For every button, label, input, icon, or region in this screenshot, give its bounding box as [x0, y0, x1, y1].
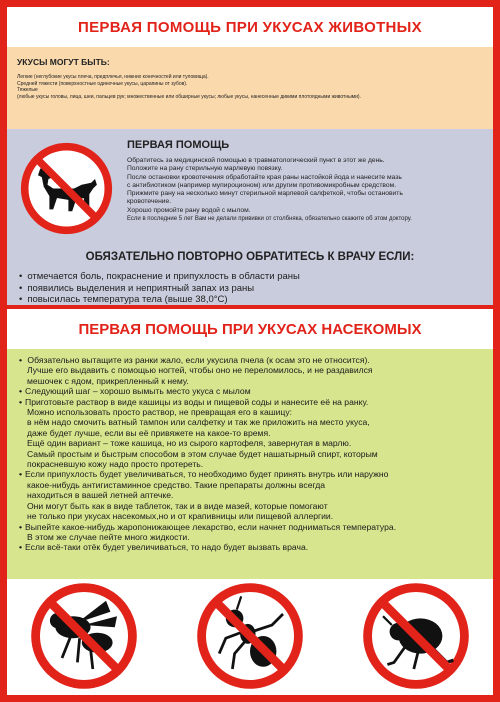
- condition-item: • появились выделения и неприятный запах из раны: [19, 283, 300, 295]
- insect-step-line: • Обязательно вытащите из ранки жало, если укусила пчела (к осам это не относится).: [19, 355, 485, 365]
- insect-step-line: • Если всё-таки отёк будет увеличиваться, то надо будет вызвать врача.: [19, 542, 485, 552]
- poster-content: [7, 7, 493, 695]
- first-aid-step: с антибиотиком (например мупироционом) или другим противомикробным средством.: [127, 181, 397, 189]
- bite-types-heading: УКУСЫ МОГУТ БЫТЬ:: [17, 57, 110, 67]
- first-aid-step: Хорошо промойте рану водой с мылом.: [127, 206, 251, 214]
- insect-step-line: • Следующий шаг – хорошо вымыть место укуса с мылом: [19, 386, 485, 396]
- bite-type-line: Тяжелые: [17, 87, 38, 94]
- first-aid-section: [7, 129, 493, 305]
- insect-step-line: • Приготовьте раствор в виде кашицы из воды и пищевой соды и нанесите её на ранку.: [19, 397, 485, 407]
- insect-step-line: Они могут быть как в виде таблеток, так и в виде мазей, которые помогают: [27, 500, 328, 511]
- ant-prohibited-icon: [195, 581, 305, 691]
- insect-step-line: В этом же случае пейте много жидкости.: [27, 531, 190, 542]
- wasp-prohibited-icon: [29, 581, 139, 691]
- first-aid-step: Прижмите рану на несколько минут стерильной марлевой салфеткой, чтобы остановить: [127, 190, 403, 198]
- insect-step-line: Лучше его выдавить с помощью ногтей, чтобы оно не переломилось, и не раздавился: [27, 365, 373, 376]
- insect-bites-title: ПЕРВАЯ ПОМОЩЬ ПРИ УКУСАХ НАСЕКОМЫХ: [78, 320, 422, 338]
- bite-type-line: (любые укусы головы, лица, шеи, пальцев рук; множественные или обширные укусы; любые укусы, нанесенные дикими плотоядными животными).: [17, 93, 361, 100]
- insect-step-line: не только при укусах насекомых,но и от крапивницы или пищевой аллергии.: [27, 511, 334, 522]
- condition-item: • отмечается боль, покраснение и припухлость в области раны: [19, 271, 300, 283]
- see-doctor-heading: ОБЯЗАТЕЛЬНО ПОВТОРНО ОБРАТИТЕСЬ К ВРАЧУ ЕСЛИ:: [85, 251, 415, 263]
- insect-step-line: Ещё один вариант – тоже кашица, но из сырого картофеля, завернутая в марлю.: [27, 438, 352, 449]
- insect-step-line: даже будет лучше, если вы её привяжете на какое-то время.: [27, 427, 271, 438]
- first-aid-heading: ПЕРВАЯ ПОМОЩЬ: [127, 139, 230, 151]
- condition-item: • повысилась температура тела (выше 38,0°С): [19, 294, 300, 306]
- first-aid-step: После остановки кровотечения обработайте края раны настойкой йода и нанесите мазь: [127, 173, 402, 181]
- bite-type-line: Средней тяжести (поверхностные одиночные укусы, царапины от зубов).: [17, 80, 188, 87]
- insect-step-line: мешочек с ядом, прикрепленный к нему.: [27, 375, 189, 386]
- first-aid-step: Обратитесь за медицинской помощью в травматологический пункт в этот же день.: [127, 157, 385, 164]
- insect-step-line: • Выпейте какое-нибудь жаропонижающее лекарство, если начнет подниматься температура.: [19, 522, 485, 532]
- bite-type-line: Легкие (неглубокие укусы плеча, предплечья, нижних конечностей или туловища).: [17, 74, 209, 80]
- insect-step-line: Самый простым и быстрым способом в этом случае будет нашатырный спирт, которым: [27, 448, 378, 459]
- dog-prohibited-icon: [19, 141, 114, 236]
- see-doctor-conditions: [19, 271, 300, 306]
- insect-icons-row: [7, 579, 493, 695]
- bite-types-section: [7, 47, 493, 129]
- insect-first-aid-section: [7, 349, 493, 579]
- insect-step-line: покрасневшую кожу надо просто протереть.: [27, 459, 204, 470]
- flea-prohibited-icon: [361, 581, 471, 691]
- insect-step-line: • Если припухлость будет увеличиваться, то необходимо будет принять внутрь или наружно: [19, 469, 485, 479]
- insect-step-line: находиться в вашей летней аптечке.: [27, 490, 174, 501]
- insect-step-line: в нём надо смочить ватный тампон или салфетку и так же приложить на место укуса,: [27, 417, 370, 428]
- first-aid-step: Если в последние 5 лет Вам не делали прививки от столбняка, обязательно скажите об этом доктору.: [127, 216, 412, 223]
- first-aid-step: кровотечение.: [127, 198, 172, 206]
- animal-bites-title: ПЕРВАЯ ПОМОЩЬ ПРИ УКУСАХ ЖИВОТНЫХ: [78, 18, 422, 36]
- first-aid-step: Положите на рану стерильную марлевую повязку.: [127, 165, 283, 173]
- first-aid-steps: [127, 157, 487, 223]
- insect-step-line: какое-нибудь антигистаминное средство. Такие препараты должны всегда: [27, 479, 326, 490]
- insect-step-line: Можно использовать просто раствор, не превращая его в кашицу:: [27, 407, 293, 418]
